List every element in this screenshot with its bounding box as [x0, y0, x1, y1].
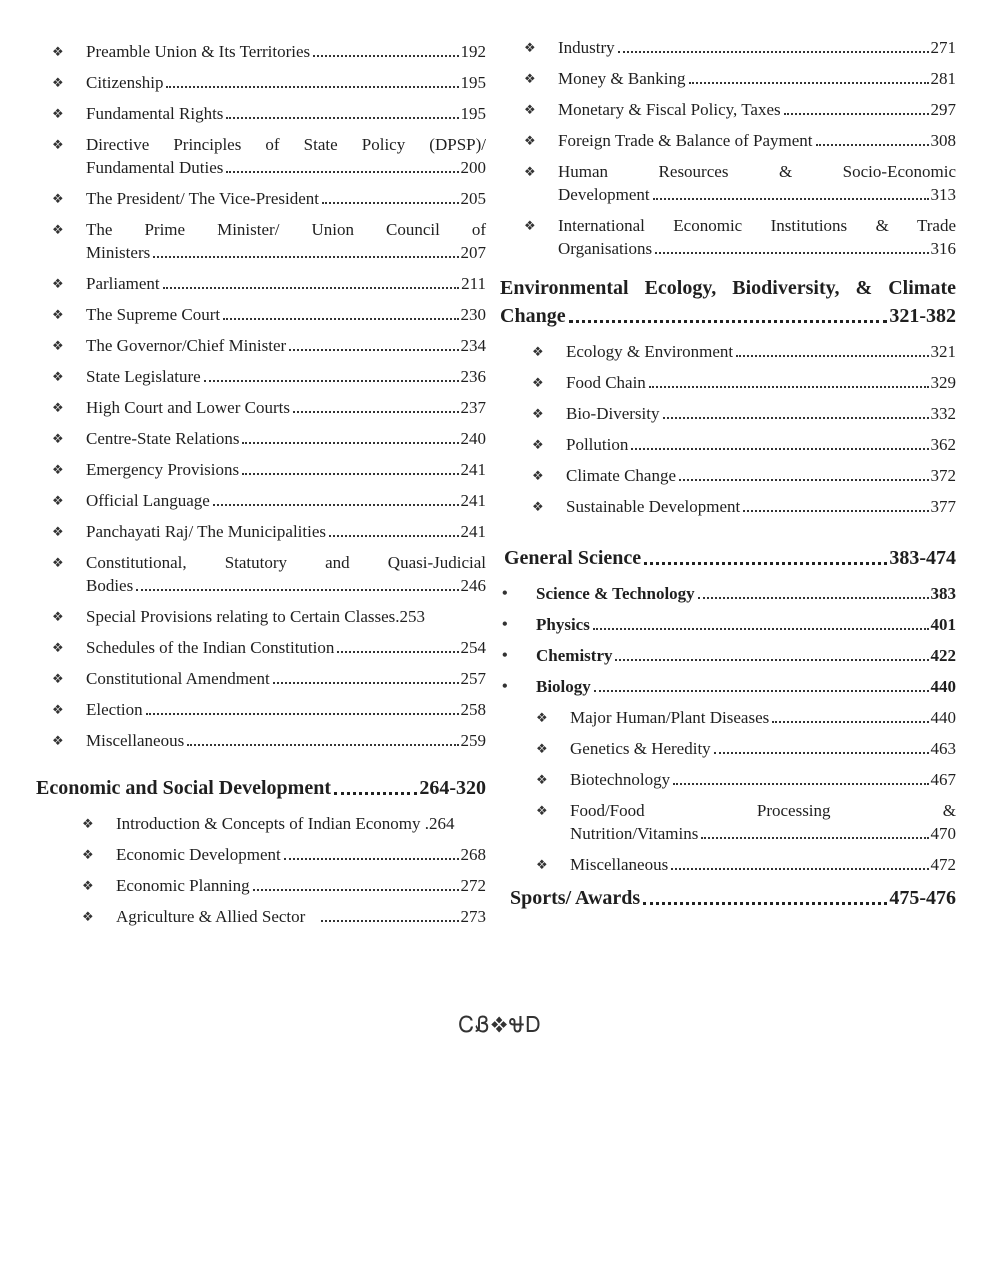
toc-entry[interactable]: [50, 334, 486, 357]
dot-leader: [337, 651, 458, 653]
toc-entry[interactable]: [50, 605, 486, 628]
toc-entry[interactable]: [50, 551, 486, 597]
entry-title: Science & Technology: [536, 584, 695, 603]
toc-entry[interactable]: [530, 402, 956, 425]
bullet-icon: ❖: [536, 772, 548, 787]
dot-leader: [649, 386, 929, 388]
dot-leader: [321, 920, 458, 922]
entry-page: 440: [930, 708, 956, 727]
bullet-icon: ❖: [524, 40, 536, 55]
toc-entry[interactable]: [50, 458, 486, 481]
entry-title: Constitutional, Statutory and Quasi-Judicial: [86, 553, 486, 572]
bullet-icon: ❖: [536, 857, 548, 872]
bullet-icon: ❖: [52, 733, 64, 748]
dot-leader: [653, 198, 929, 200]
entry-page: 422: [930, 646, 956, 665]
entry-title: Genetics & Heredity: [570, 739, 711, 758]
dot-leader: [313, 55, 458, 57]
bullet-icon: ❖: [52, 338, 64, 353]
entry-title: Biotechnology: [570, 770, 671, 789]
dot-leader: [569, 320, 888, 323]
section-title: Economic and Social Development: [36, 777, 331, 799]
bullet-icon: •: [502, 678, 508, 695]
toc-entry[interactable]: [50, 71, 486, 94]
bullet-icon: ❖: [52, 493, 64, 508]
entry-page: 236: [460, 367, 486, 386]
toc-entry[interactable]: [522, 98, 956, 121]
entry-page: 268: [460, 845, 486, 864]
entry-title: Directive Principles of State Policy (DPSP)/: [86, 135, 486, 154]
entry-title: Preamble Union & Its Territories: [86, 42, 311, 61]
entry-title: Election: [86, 700, 143, 719]
toc-entry[interactable]: [50, 520, 486, 543]
bullet-icon: ❖: [524, 102, 536, 117]
dot-leader: [615, 659, 928, 661]
toc-entry[interactable]: [80, 874, 486, 897]
toc-entry[interactable]: [530, 464, 956, 487]
toc-entry[interactable]: [534, 853, 956, 876]
section-heading-sports[interactable]: [510, 884, 956, 912]
entry-page: 207: [460, 243, 486, 262]
entry-title: Miscellaneous: [570, 855, 669, 874]
entry-title: International Economic Institutions & Trade: [558, 216, 956, 235]
entry-page: 258: [460, 700, 486, 719]
bullet-icon: ❖: [532, 499, 544, 514]
dot-leader: [743, 510, 928, 512]
section-pages: 383-474: [889, 547, 956, 569]
toc-entry[interactable]: [50, 396, 486, 419]
entry-title: Miscellaneous: [86, 731, 185, 750]
bullet-icon: ❖: [52, 44, 64, 59]
dot-leader: [242, 473, 458, 475]
bullet-icon: ❖: [536, 803, 548, 818]
entry-page: 195: [460, 73, 486, 92]
toc-entry[interactable]: [500, 613, 956, 636]
entry-page: 241: [460, 522, 486, 541]
dot-leader: [673, 783, 928, 785]
entry-title: Introduction & Concepts of Indian Economy .: [116, 814, 430, 833]
end-ornament-icon: ᏟᏰ❖ᏠᎠ: [458, 1012, 542, 1037]
bullet-icon: ❖: [532, 437, 544, 452]
bullet-icon: ❖: [52, 307, 64, 322]
toc-entry[interactable]: [50, 729, 486, 752]
toc-entry[interactable]: [50, 187, 486, 210]
entry-title: Major Human/Plant Diseases: [570, 708, 770, 727]
section-title: Environmental Ecology, Biodiversity, & Climate: [500, 277, 956, 299]
entry-title: Industry: [558, 38, 615, 57]
toc-entry[interactable]: [530, 371, 956, 394]
bullet-icon: ❖: [52, 702, 64, 717]
entry-page: 372: [930, 466, 956, 485]
entry-page: 362: [930, 435, 956, 454]
entry-title-cont: Bodies: [86, 576, 134, 595]
bullet-icon: •: [502, 585, 508, 602]
dot-leader: [242, 442, 458, 444]
entry-page: 241: [460, 460, 486, 479]
entry-page: 211: [461, 274, 486, 293]
entry-title: The Governor/Chief Minister: [86, 336, 287, 355]
entry-title-cont: Ministers: [86, 243, 151, 262]
toc-entry[interactable]: [522, 160, 956, 206]
toc-entry[interactable]: [522, 67, 956, 90]
entry-title: Food/Food Processing &: [570, 801, 956, 820]
entry-page: 281: [930, 69, 956, 88]
entry-title: Parliament: [86, 274, 160, 293]
entry-page: 237: [460, 398, 486, 417]
entry-title: Human Resources & Socio-Economic: [558, 162, 956, 181]
toc-entry[interactable]: [50, 698, 486, 721]
section-pages: 264-320: [419, 777, 486, 799]
bullet-icon: ❖: [52, 191, 64, 206]
toc-entry[interactable]: [50, 365, 486, 388]
dot-leader: [293, 411, 459, 413]
entry-title: Economic Development: [116, 845, 281, 864]
entry-page: 273: [460, 907, 486, 926]
bullet-icon: ❖: [82, 878, 94, 893]
dot-leader: [226, 117, 458, 119]
entry-title: Special Provisions relating to Certain Classes.: [86, 607, 400, 626]
bullet-icon: ❖: [524, 164, 536, 179]
entry-title: High Court and Lower Courts: [86, 398, 290, 417]
dot-leader: [166, 86, 458, 88]
dot-leader: [146, 713, 459, 715]
bullet-icon: ❖: [532, 468, 544, 483]
toc-entry[interactable]: [522, 214, 956, 260]
dot-leader: [643, 902, 887, 905]
entry-page: 383: [930, 584, 956, 603]
bullet-icon: ❖: [532, 344, 544, 359]
entry-title: Ecology & Environment: [566, 342, 734, 361]
entry-page: 332: [930, 404, 956, 423]
entry-page: 401: [930, 615, 956, 634]
entry-page: 316: [930, 239, 956, 258]
dot-leader: [226, 171, 458, 173]
toc-entry[interactable]: [50, 303, 486, 326]
entry-title-cont: Organisations: [558, 239, 653, 258]
toc-entry[interactable]: [530, 495, 956, 518]
dot-leader: [714, 752, 929, 754]
dot-leader: [289, 349, 458, 351]
entry-title: Biology: [536, 677, 591, 696]
entry-page: 257: [460, 669, 486, 688]
toc-entry[interactable]: [50, 636, 486, 659]
entry-page: 440: [930, 677, 956, 696]
entry-page: 467: [930, 770, 956, 789]
section-title: General Science: [504, 547, 642, 569]
entry-page: 241: [460, 491, 486, 510]
entry-page: 253: [399, 607, 426, 626]
dot-leader: [772, 721, 928, 723]
dot-leader: [679, 479, 928, 481]
dot-leader: [698, 597, 929, 599]
toc-entry[interactable]: [500, 644, 956, 667]
right-column: [500, 36, 956, 922]
dot-leader: [784, 113, 929, 115]
entry-page: 240: [460, 429, 486, 448]
entry-title: The President/ The Vice-President: [86, 189, 319, 208]
toc-entry[interactable]: [500, 675, 956, 698]
bullet-icon: ❖: [82, 816, 94, 831]
bullet-icon: ❖: [82, 847, 94, 862]
dot-leader: [329, 535, 459, 537]
toc-entry[interactable]: [522, 36, 956, 59]
entry-title: Official Language: [86, 491, 210, 510]
entry-page: 254: [460, 638, 486, 657]
dot-leader: [136, 589, 458, 591]
entry-title: Physics: [536, 615, 590, 634]
toc-entry[interactable]: [50, 427, 486, 450]
dot-leader: [187, 744, 458, 746]
toc-entry[interactable]: [80, 812, 486, 835]
entry-title: Bio-Diversity: [566, 404, 660, 423]
bullet-icon: ❖: [52, 222, 64, 237]
dot-leader: [663, 417, 929, 419]
toc-entry[interactable]: [500, 582, 956, 605]
entry-title: Schedules of the Indian Constitution: [86, 638, 335, 657]
bullet-icon: ❖: [52, 640, 64, 655]
entry-page: 377: [930, 497, 956, 516]
bullet-icon: ❖: [52, 431, 64, 446]
entry-page: 272: [460, 876, 486, 895]
toc-entry[interactable]: [50, 133, 486, 179]
toc-entry[interactable]: [530, 340, 956, 363]
dot-leader: [689, 82, 929, 84]
section-pages: 475-476: [889, 887, 956, 909]
toc-entry[interactable]: [534, 706, 956, 729]
toc-entry[interactable]: [530, 433, 956, 456]
entry-title: Panchayati Raj/ The Municipalities: [86, 522, 326, 541]
bullet-icon: ❖: [532, 406, 544, 421]
bullet-icon: ❖: [82, 909, 94, 924]
entry-page: 329: [930, 373, 956, 392]
entry-title: Monetary & Fiscal Policy, Taxes: [558, 100, 781, 119]
dot-leader: [284, 858, 459, 860]
dot-leader: [701, 837, 928, 839]
entry-page: 297: [930, 100, 956, 119]
entry-page: 195: [460, 104, 486, 123]
bullet-icon: ❖: [536, 741, 548, 756]
toc-entry[interactable]: [522, 129, 956, 152]
bullet-icon: ❖: [52, 524, 64, 539]
section-heading-environment[interactable]: [500, 274, 956, 330]
entry-page: 308: [930, 131, 956, 150]
bullet-icon: ❖: [52, 276, 64, 291]
entry-title: Chemistry: [536, 646, 613, 665]
bullet-icon: ❖: [52, 106, 64, 121]
dot-leader: [223, 318, 458, 320]
bullet-icon: ❖: [52, 369, 64, 384]
toc-entry[interactable]: [50, 40, 486, 63]
entry-page: 463: [930, 739, 956, 758]
entry-page: 470: [930, 824, 956, 843]
dot-leader: [736, 355, 928, 357]
bullet-icon: ❖: [536, 710, 548, 725]
toc-entry[interactable]: [534, 799, 956, 845]
entry-title: Economic Planning: [116, 876, 250, 895]
dot-leader: [153, 256, 458, 258]
dot-leader: [671, 868, 928, 870]
entry-title: Agriculture & Allied Sector: [116, 907, 306, 926]
entry-title: State Legislature: [86, 367, 201, 386]
dot-leader: [631, 448, 928, 450]
entry-page: 321: [930, 342, 956, 361]
dot-leader: [204, 380, 459, 382]
entry-title-cont: Fundamental Duties: [86, 158, 224, 177]
entry-title: Centre-State Relations: [86, 429, 240, 448]
toc-entry[interactable]: [80, 905, 486, 928]
entry-title-cont: Development: [558, 185, 650, 204]
dot-leader: [816, 144, 929, 146]
entry-title: The Prime Minister/ Union Council of: [86, 220, 486, 239]
bullet-icon: ❖: [52, 555, 64, 570]
toc-entry[interactable]: [50, 272, 486, 295]
entry-title: Climate Change: [566, 466, 677, 485]
entry-title: Emergency Provisions: [86, 460, 240, 479]
toc-entry[interactable]: [534, 768, 956, 791]
left-column: [36, 40, 486, 936]
entry-page: 234: [460, 336, 486, 355]
bullet-icon: ❖: [532, 375, 544, 390]
entry-title-cont: Nutrition/Vitamins: [570, 824, 699, 843]
dot-leader: [322, 202, 459, 204]
entry-title: Foreign Trade & Balance of Payment: [558, 131, 813, 150]
entry-page: 472: [930, 855, 956, 874]
entry-title: Fundamental Rights: [86, 104, 224, 123]
entry-page: 271: [930, 38, 956, 57]
bullet-icon: •: [502, 616, 508, 633]
section-title: Sports/ Awards: [510, 887, 641, 909]
toc-entry[interactable]: [50, 489, 486, 512]
toc-entry[interactable]: [50, 218, 486, 264]
entry-page: 259: [460, 731, 486, 750]
dot-leader: [618, 51, 929, 53]
entry-title: Food Chain: [566, 373, 646, 392]
bullet-icon: ❖: [524, 71, 536, 86]
entry-title: Money & Banking: [558, 69, 686, 88]
bullet-icon: ❖: [52, 671, 64, 686]
dot-leader: [644, 562, 887, 565]
toc-entry[interactable]: [534, 737, 956, 760]
dot-leader: [273, 682, 459, 684]
dot-leader: [334, 792, 417, 795]
bullet-icon: ❖: [524, 133, 536, 148]
bullet-icon: ❖: [52, 462, 64, 477]
entry-page: 313: [930, 185, 956, 204]
bullet-icon: ❖: [52, 75, 64, 90]
entry-title: Constitutional Amendment: [86, 669, 270, 688]
toc-entry[interactable]: [50, 667, 486, 690]
bullet-icon: ❖: [52, 609, 64, 624]
bullet-icon: ❖: [524, 218, 536, 233]
dot-leader: [253, 889, 459, 891]
dot-leader: [163, 287, 459, 289]
entry-page: 246: [460, 576, 486, 595]
section-heading-economic[interactable]: [36, 774, 486, 802]
entry-page: 192: [460, 42, 486, 61]
bullet-icon: ❖: [52, 400, 64, 415]
entry-title: Sustainable Development: [566, 497, 741, 516]
dot-leader: [593, 628, 929, 630]
bullet-icon: ❖: [52, 137, 64, 152]
bullet-icon: •: [502, 647, 508, 664]
toc-entry[interactable]: [80, 843, 486, 866]
entry-title: Pollution: [566, 435, 629, 454]
toc-entry[interactable]: [50, 102, 486, 125]
section-heading-science[interactable]: [504, 544, 956, 572]
section-pages: 321-382: [889, 305, 956, 327]
entry-page: 205: [460, 189, 486, 208]
entry-page: 230: [460, 305, 486, 324]
entry-page: 200: [460, 158, 486, 177]
dot-leader: [213, 504, 459, 506]
dot-leader: [594, 690, 929, 692]
entry-title: The Supreme Court: [86, 305, 221, 324]
entry-page: 264: [429, 814, 455, 833]
dot-leader: [655, 252, 928, 254]
entry-title: Citizenship: [86, 73, 164, 92]
section-title-cont: Change: [500, 305, 566, 327]
